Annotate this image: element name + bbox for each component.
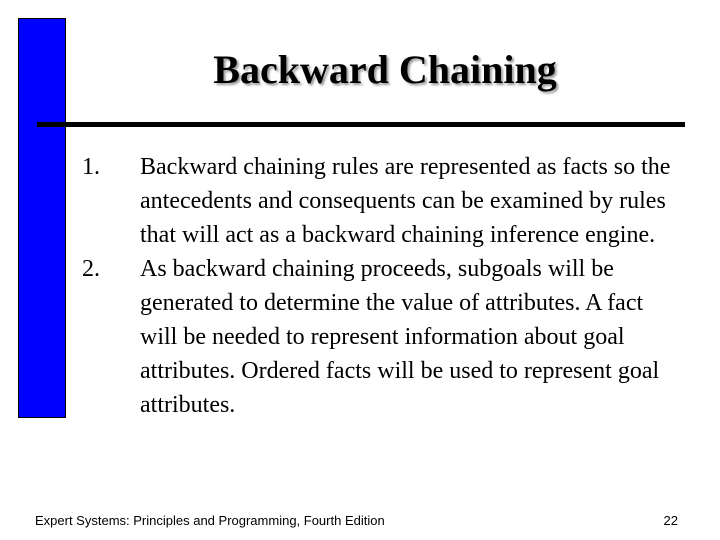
list-item: [82, 150, 682, 252]
list-item-text: Backward chaining rules are represented as facts so the antecedents and consequents can be examined by rules that will act as a backward chaining inference engine.: [140, 154, 671, 248]
list-item-number: 2.: [82, 256, 100, 282]
title-divider: [37, 122, 685, 127]
slide-title: Backward Chaining: [213, 47, 557, 92]
slide-footer: Expert Systems: Principles and Programming, Fourth Edition: [35, 513, 385, 528]
numbered-list: [82, 150, 682, 422]
list-item-text: As backward chaining proceeds, subgoals will be generated to determine the value of attributes. A fact will be needed to represent information about goal attributes. Ordered facts will be used to represent goal attributes.: [140, 256, 660, 418]
list-item: [82, 252, 682, 422]
page-number: 22: [663, 513, 678, 528]
decorative-side-bar: [18, 18, 66, 418]
list-item-number: 1.: [82, 154, 100, 180]
